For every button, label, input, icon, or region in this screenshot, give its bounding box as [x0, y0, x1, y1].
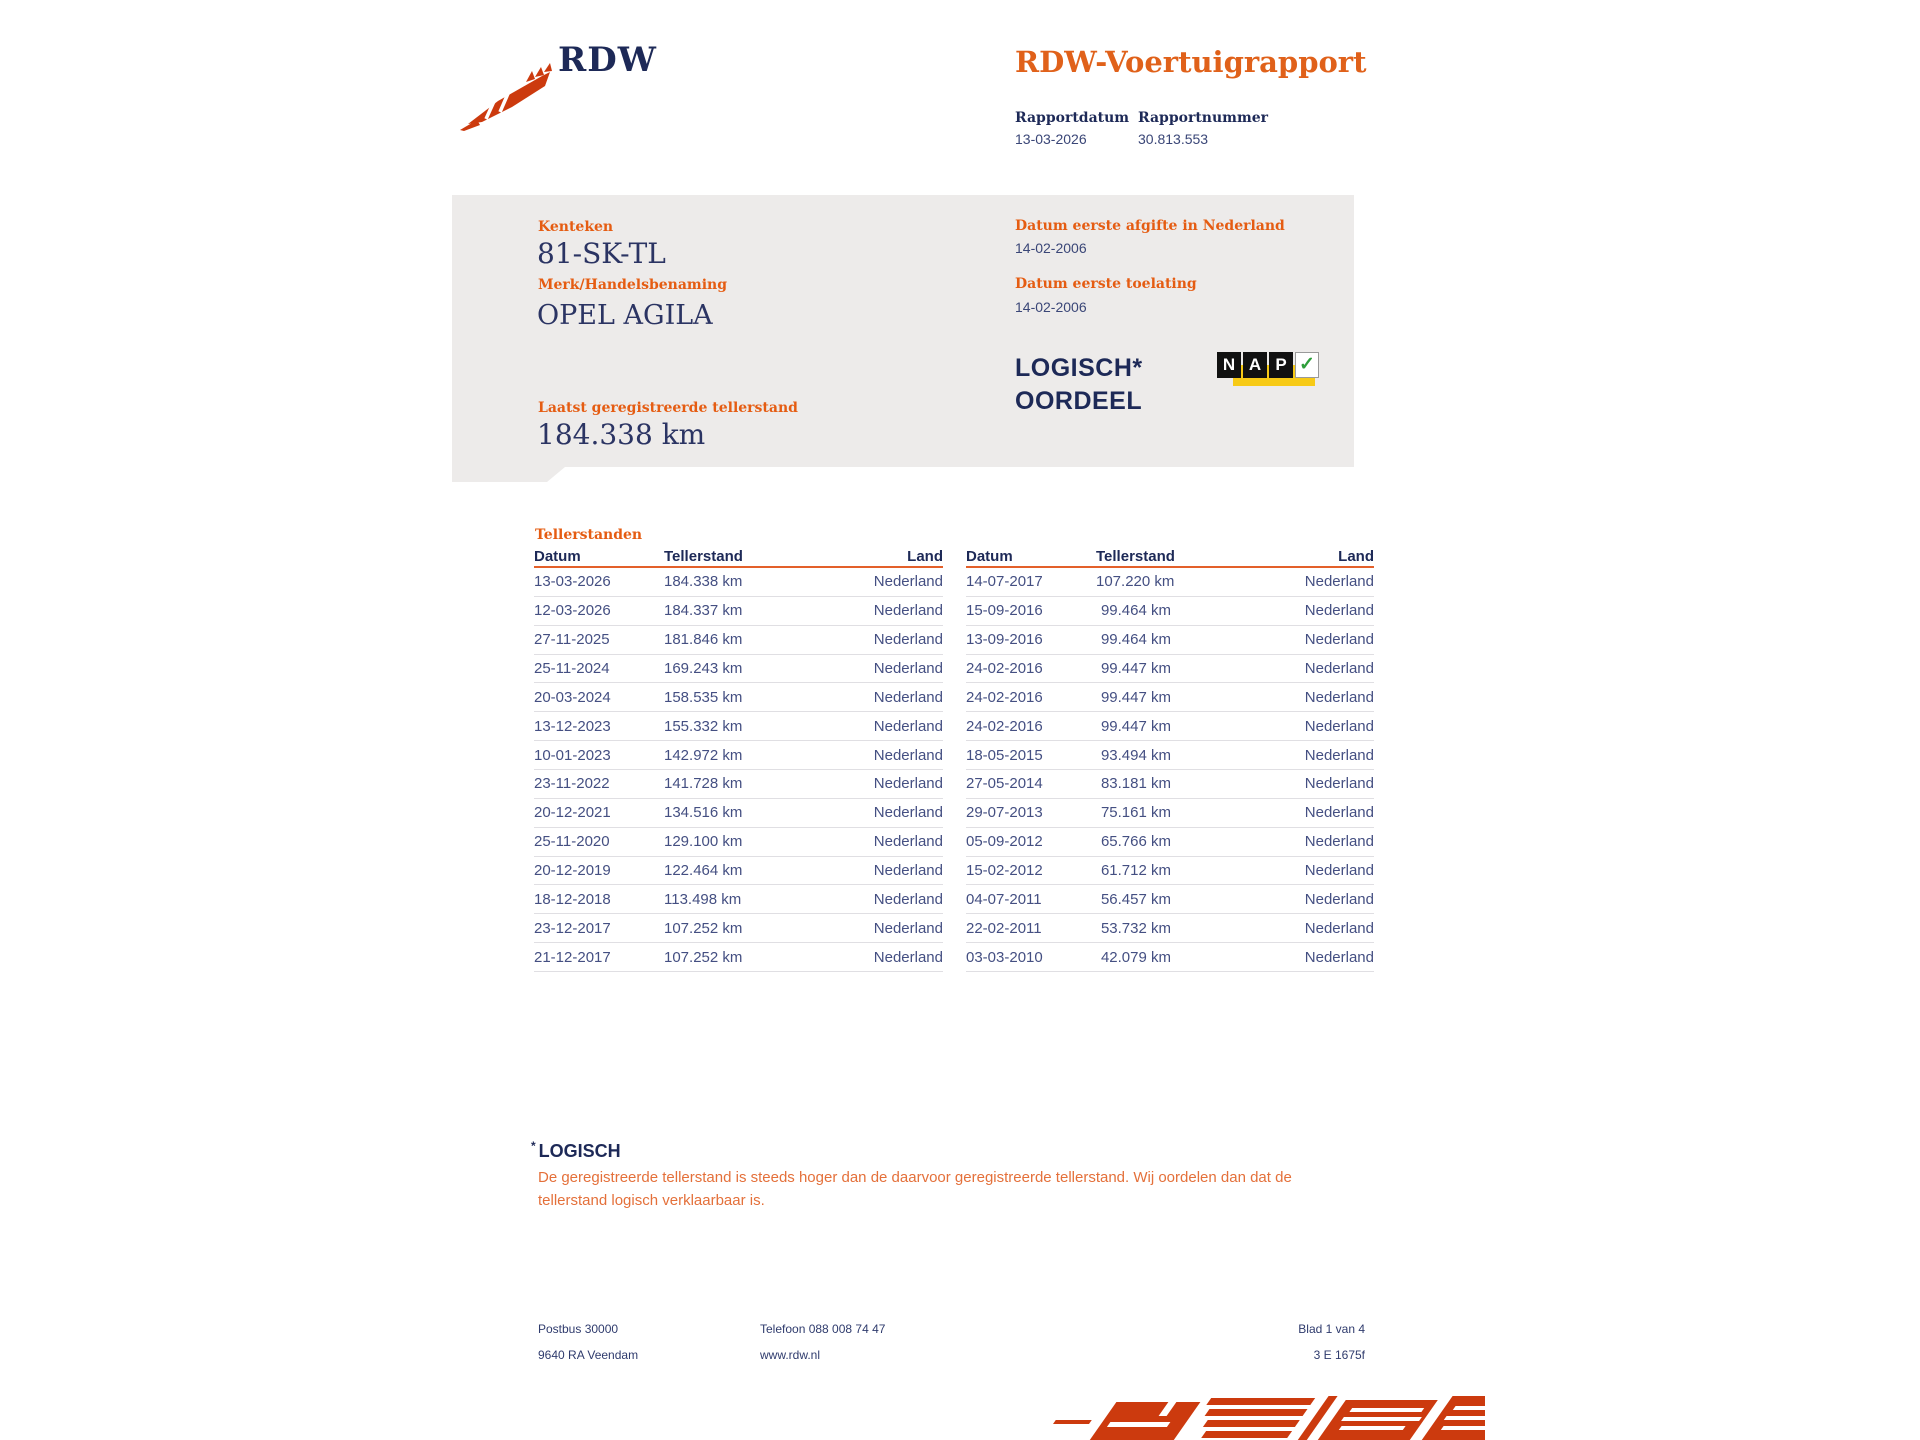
verdict-line1: LOGISCH*: [1015, 354, 1143, 382]
row-date: 23-12-2017: [534, 919, 611, 937]
footer-phone: Telefoon 088 008 74 47: [760, 1322, 886, 1336]
row-odometer: 56.457 km: [1100, 890, 1171, 908]
row-country: Nederland: [1304, 688, 1374, 706]
report-date-label: Rapportdatum: [1015, 110, 1130, 126]
nap-letter-n: N: [1217, 352, 1241, 378]
first-admission-value: 14-02-2006: [1015, 299, 1087, 315]
column-header-tellerstand: Tellerstand: [1096, 548, 1175, 565]
table-row: [534, 770, 943, 799]
row-country: Nederland: [1304, 660, 1374, 677]
row-odometer: 181.846 km: [664, 631, 743, 649]
table-row: [966, 799, 1374, 828]
row-date: 23-11-2022: [534, 775, 610, 793]
table-body: [966, 568, 1374, 972]
nap-checkmark-icon: ✓: [1295, 352, 1319, 378]
last-odometer-label: Laatst geregistreerde tellerstand: [538, 400, 798, 416]
column-header-land: Land: [1338, 548, 1374, 565]
row-date: 24-02-2016: [966, 660, 1043, 677]
row-date: 20-12-2021: [534, 804, 611, 822]
row-country: Nederland: [1304, 573, 1374, 591]
row-odometer: 83.181 km: [1100, 775, 1171, 793]
table-row: [534, 568, 943, 597]
row-country: Nederland: [873, 890, 943, 908]
row-country: Nederland: [1304, 717, 1374, 735]
table-row: [966, 597, 1374, 626]
row-country: Nederland: [1304, 833, 1374, 851]
report-number-value: 30.813.553: [1138, 131, 1209, 147]
row-date: 27-11-2025: [534, 631, 610, 649]
footer-address-line1: Postbus 30000: [538, 1322, 619, 1336]
table-row: [534, 683, 943, 712]
table-row: [534, 626, 943, 655]
row-country: Nederland: [1304, 890, 1374, 908]
report-date-value: 13-03-2026: [1015, 131, 1087, 147]
logisch-explanation-title: [531, 1139, 621, 1162]
row-date: 14-07-2017: [966, 573, 1043, 591]
table-row: [966, 770, 1374, 799]
odometer-table-right: [966, 548, 1374, 972]
table-row: [534, 914, 943, 943]
row-odometer: 122.464 km: [664, 862, 743, 880]
nap-letter-a: A: [1243, 352, 1267, 378]
table-row: [966, 655, 1374, 684]
last-odometer-value: 184.338 km: [537, 418, 706, 451]
row-country: Nederland: [873, 602, 943, 620]
row-date: 21-12-2017: [534, 948, 611, 966]
table-row: [534, 712, 943, 741]
row-date: 15-09-2016: [966, 602, 1043, 620]
rdw-stripes-decoration: [1040, 1394, 1485, 1440]
table-row: [966, 828, 1374, 857]
row-date: 03-03-2010: [966, 948, 1043, 966]
table-body: [534, 568, 943, 972]
row-odometer: 99.447 km: [1100, 717, 1171, 735]
footer-form-code: 3 E 1675f: [1313, 1348, 1365, 1362]
table-row: [966, 885, 1374, 914]
row-odometer: 113.498 km: [664, 890, 742, 908]
row-odometer: 61.712 km: [1100, 862, 1171, 880]
row-date: 27-05-2014: [966, 775, 1043, 793]
row-date: 10-01-2023: [534, 746, 611, 764]
row-country: Nederland: [873, 660, 943, 677]
row-country: Nederland: [873, 775, 943, 793]
logisch-explanation-text: De geregistreerde tellerstand is steeds hoger dan de daarvoor geregistreerde tellerstand. Wij oordelen dan dat de tellerstand logisch verklaarbaar is.: [538, 1169, 1292, 1209]
row-date: 13-09-2016: [966, 631, 1043, 649]
row-date: 22-02-2011: [966, 919, 1042, 937]
row-country: Nederland: [873, 804, 943, 822]
row-date: 12-03-2026: [534, 602, 611, 620]
row-odometer: 99.447 km: [1100, 688, 1171, 706]
row-odometer: 142.972 km: [664, 746, 743, 764]
row-country: Nederland: [1304, 775, 1374, 793]
row-country: Nederland: [1304, 948, 1374, 966]
nap-logo: [1217, 352, 1323, 392]
row-country: Nederland: [873, 862, 943, 880]
table-row: [966, 857, 1374, 886]
report-number-label: Rapportnummer: [1138, 110, 1269, 126]
row-date: 04-07-2011: [966, 890, 1042, 908]
meters-section-title: Tellerstanden: [535, 527, 643, 543]
table-row: [966, 712, 1374, 741]
verdict-line2: OORDEEL: [1015, 387, 1143, 415]
table-row: [534, 655, 943, 684]
row-country: Nederland: [1304, 919, 1374, 937]
row-date: 24-02-2016: [966, 717, 1043, 735]
table-row: [534, 828, 943, 857]
rdw-feather-logo-icon: [460, 60, 556, 132]
row-date: 25-11-2024: [534, 660, 610, 677]
rdw-stripes-icon: [1040, 1394, 1485, 1440]
row-country: Nederland: [1304, 804, 1374, 822]
row-date: 20-03-2024: [534, 688, 611, 706]
row-country: Nederland: [1304, 631, 1374, 649]
first-issue-label: Datum eerste afgifte in Nederland: [1015, 218, 1285, 234]
license-plate-value: 81-SK-TL: [537, 237, 666, 270]
page-title: RDW-Voertuigrapport: [1015, 45, 1367, 79]
row-country: Nederland: [1304, 602, 1374, 620]
row-odometer: 107.252 km: [664, 919, 743, 937]
row-date: 25-11-2020: [534, 833, 610, 851]
row-odometer: 129.100 km: [664, 833, 743, 851]
row-date: 13-03-2026: [534, 573, 611, 591]
table-row: [966, 683, 1374, 712]
table-row: [534, 799, 943, 828]
footer-address-line2: 9640 RA Veendam: [538, 1348, 639, 1362]
row-date: 05-09-2012: [966, 833, 1043, 851]
row-odometer: 99.447 km: [1100, 660, 1171, 677]
row-country: Nederland: [873, 746, 943, 764]
column-header-datum: Datum: [966, 548, 1013, 565]
logisch-title-text: LOGISCH: [538, 1141, 621, 1161]
row-country: Nederland: [873, 688, 943, 706]
row-date: 15-02-2012: [966, 862, 1043, 880]
table-row: [534, 597, 943, 626]
row-date: 20-12-2019: [534, 862, 611, 880]
table-row: [966, 741, 1374, 770]
license-plate-label: Kenteken: [538, 219, 614, 235]
row-country: Nederland: [873, 948, 943, 966]
footer-page-number: Blad 1 van 4: [1298, 1322, 1365, 1336]
row-odometer: 158.535 km: [664, 688, 743, 706]
row-odometer: 107.220 km: [1096, 573, 1175, 591]
odometer-table-left: [534, 548, 943, 972]
table-row: [534, 857, 943, 886]
row-odometer: 99.464 km: [1100, 602, 1171, 620]
row-odometer: 53.732 km: [1100, 919, 1171, 937]
first-issue-value: 14-02-2006: [1015, 240, 1087, 256]
row-odometer: 169.243 km: [664, 660, 743, 677]
footer-website: www.rdw.nl: [760, 1348, 821, 1362]
row-country: Nederland: [873, 573, 943, 591]
rdw-logo-text: RDW: [558, 40, 657, 80]
brand-value: OPEL AGILA: [537, 300, 713, 331]
row-odometer: 93.494 km: [1100, 746, 1171, 764]
nap-letter-p: P: [1269, 352, 1293, 378]
row-country: Nederland: [873, 919, 943, 937]
row-country: Nederland: [1304, 862, 1374, 880]
row-odometer: 184.338 km: [664, 573, 743, 591]
row-odometer: 107.252 km: [664, 948, 743, 966]
table-row: [966, 568, 1374, 597]
table-row: [534, 943, 943, 972]
column-header-land: Land: [907, 548, 943, 565]
brand-label: Merk/Handelsbenaming: [538, 277, 728, 293]
row-country: Nederland: [873, 717, 943, 735]
column-header-tellerstand: Tellerstand: [664, 548, 743, 565]
asterisk: *: [531, 1139, 536, 1153]
table-row: [966, 943, 1374, 972]
row-odometer: 99.464 km: [1100, 631, 1171, 649]
row-date: 24-02-2016: [966, 688, 1043, 706]
row-odometer: 42.079 km: [1100, 948, 1171, 966]
table-row: [966, 914, 1374, 943]
row-odometer: 65.766 km: [1100, 833, 1171, 851]
row-date: 18-05-2015: [966, 746, 1043, 764]
table-row: [534, 885, 943, 914]
odometer-verdict: [1015, 352, 1143, 418]
row-date: 18-12-2018: [534, 890, 611, 908]
column-header-datum: Datum: [534, 548, 581, 565]
table-header: [966, 548, 1374, 568]
table-row: [534, 741, 943, 770]
row-date: 13-12-2023: [534, 717, 611, 735]
table-row: [966, 626, 1374, 655]
row-date: 29-07-2013: [966, 804, 1043, 822]
row-country: Nederland: [873, 631, 943, 649]
row-odometer: 155.332 km: [664, 717, 743, 735]
row-odometer: 75.161 km: [1100, 804, 1171, 822]
row-odometer: 141.728 km: [664, 775, 743, 793]
table-header: [534, 548, 943, 568]
row-country: Nederland: [1304, 746, 1374, 764]
row-odometer: 134.516 km: [664, 804, 743, 822]
first-admission-label: Datum eerste toelating: [1015, 276, 1197, 292]
row-country: Nederland: [873, 833, 943, 851]
row-odometer: 184.337 km: [664, 602, 743, 620]
